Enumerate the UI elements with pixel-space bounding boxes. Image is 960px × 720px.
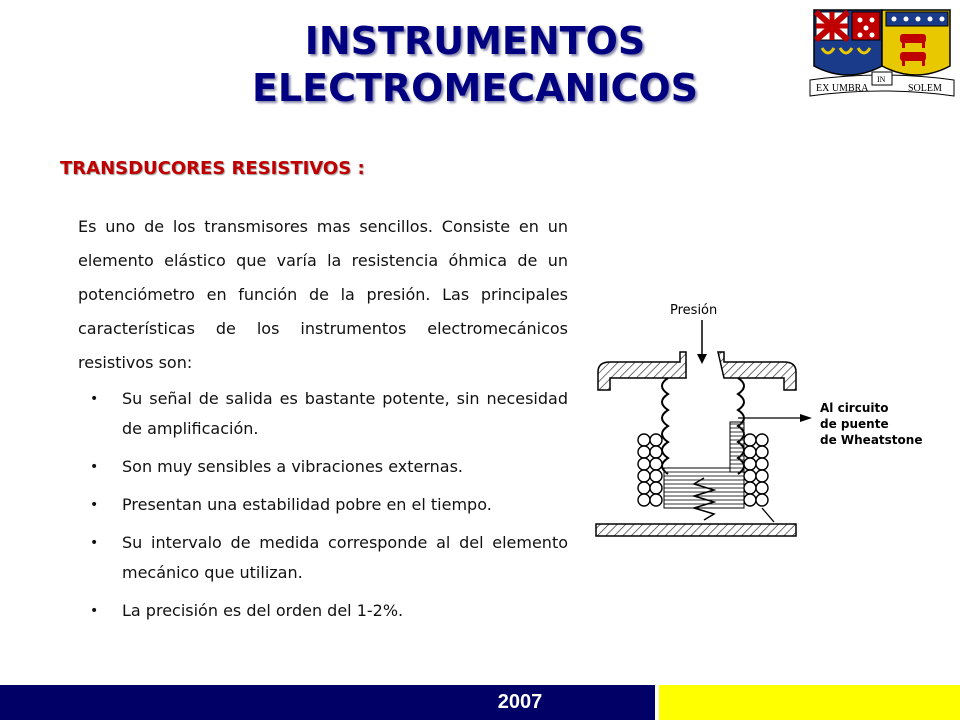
title-line-1: INSTRUMENTOS bbox=[304, 19, 646, 63]
title-line-2: ELECTROMECANICOS bbox=[251, 66, 699, 110]
bullet-icon: • bbox=[90, 535, 99, 551]
footer-bar-right bbox=[659, 685, 960, 720]
footer-year: 2007 bbox=[497, 691, 543, 713]
crest-text-middle: IN bbox=[877, 75, 886, 84]
university-crest bbox=[808, 6, 956, 102]
list-item-text: La precisión es del orden del 1-2%. bbox=[122, 601, 404, 620]
list-item-text: Presentan una estabilidad pobre en el tiempo. bbox=[122, 495, 492, 514]
list-item-text: Su señal de salida es bastante potente, sin necesidad de amplificación. bbox=[122, 389, 568, 438]
circuit-label-1: Al circuito bbox=[820, 401, 889, 415]
pressure-label: Presión bbox=[670, 303, 718, 318]
bottom-housing bbox=[596, 524, 796, 536]
bullet-icon: • bbox=[90, 459, 99, 475]
top-housing bbox=[598, 352, 686, 390]
intro-paragraph: Es uno de los transmisores mas sencillos. Consiste en un elemento elástico que varía la resistencia óhmica de un potenciómetro en función de la presión. Las principales características de los instrumentos electromecánicos resistivos son: bbox=[78, 217, 568, 372]
list-item bbox=[90, 596, 568, 626]
bullet-icon: • bbox=[90, 603, 99, 619]
bullet-icon: • bbox=[90, 497, 99, 513]
circuit-label-3: de Wheatstone bbox=[820, 433, 923, 447]
crest-text-right: SOLEM bbox=[908, 83, 942, 94]
resistive-element bbox=[664, 468, 744, 508]
slide-title bbox=[150, 18, 800, 112]
list-item bbox=[90, 452, 568, 482]
list-item-text: Su intervalo de medida corresponde al del elemento mecánico que utilizan. bbox=[122, 533, 568, 582]
right-coil bbox=[744, 434, 768, 506]
list-item bbox=[90, 528, 568, 588]
crest-text-left: EX UMBRA bbox=[816, 83, 869, 94]
list-item bbox=[90, 490, 568, 520]
characteristics-list bbox=[90, 384, 568, 634]
list-item bbox=[90, 384, 568, 444]
circuit-label-2: de puente bbox=[820, 417, 889, 431]
bullet-icon: • bbox=[90, 391, 99, 407]
left-coil bbox=[638, 434, 662, 506]
resistive-transducer-diagram bbox=[588, 290, 944, 555]
list-item-text: Son muy sensibles a vibraciones externas. bbox=[122, 457, 464, 476]
pressure-arrow-icon bbox=[697, 320, 707, 364]
section-subtitle: TRANSDUCORES RESISTIVOS : bbox=[60, 158, 365, 179]
